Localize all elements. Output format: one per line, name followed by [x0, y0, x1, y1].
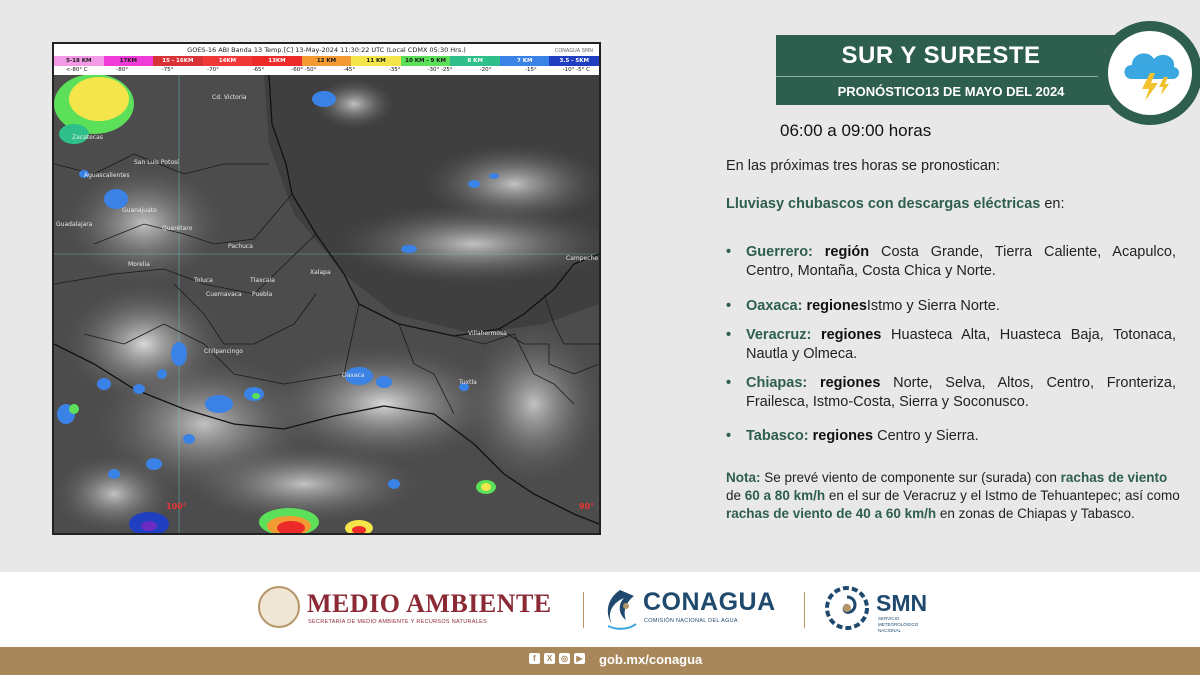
region-label: regiones — [811, 327, 882, 343]
city-label: Chilpancingo — [204, 348, 243, 355]
note-highlight: 60 a 80 km/h — [744, 488, 826, 503]
smn-logo-icon — [824, 585, 870, 631]
temp-label: -80° — [116, 67, 128, 73]
legend-item: 5-18 KM — [54, 56, 104, 66]
satellite-map-graphic — [54, 44, 599, 533]
legend-item: 12 KM — [302, 56, 352, 66]
city-label: Cuernavaca — [206, 291, 242, 298]
longitude-label: 90° — [579, 502, 595, 511]
note-text: de — [726, 488, 745, 503]
note-text: en el sur de Veracruz y el Istmo de Tehuantepec; así como — [825, 488, 1180, 503]
list-item — [726, 326, 1176, 364]
intro-text: En las próximas tres horas se pronostican: — [726, 158, 1001, 174]
city-label: Xalapa — [310, 269, 331, 276]
city-label: Oaxaca — [342, 372, 365, 379]
city-label: Villahermosa — [468, 330, 507, 337]
instagram-icon[interactable]: ◎ — [559, 653, 570, 664]
state-name: Oaxaca: — [746, 298, 803, 314]
lead-rest: en: — [1040, 196, 1065, 212]
bottom-strip — [0, 647, 1200, 675]
city-label: Aguascalientes — [84, 172, 130, 179]
state-name: Chiapas: — [746, 375, 808, 391]
city-label: Tlaxcala — [250, 277, 275, 284]
city-label: Puebla — [252, 291, 273, 298]
city-label: Guanajuato — [122, 207, 157, 214]
city-label: San Luis Potosí — [134, 159, 179, 166]
weather-badge — [1098, 21, 1200, 125]
legend-item: 11 KM — [351, 56, 401, 66]
forecast-list — [726, 243, 1176, 446]
region-details: Norte, Selva, Altos, Centro, Fronteriza, Frailesca, Istmo-Costa, Sierra y Soconusco. — [746, 375, 1176, 410]
state-name: Tabasco: — [746, 428, 809, 444]
wind-note — [726, 469, 1180, 523]
legend-item: 17KM — [104, 56, 154, 66]
region-details: Huasteca Alta, Huasteca Baja, Totonaca, Nautla y Olmeca. — [746, 327, 1177, 362]
x-icon[interactable]: X — [544, 653, 555, 664]
youtube-icon[interactable]: ▶ — [574, 653, 585, 664]
city-label: Morelia — [128, 261, 150, 268]
region-label: regiones — [807, 375, 881, 391]
temp-label: -30° -25° — [427, 67, 453, 73]
region-label: región — [812, 244, 870, 260]
city-label: Querétaro — [162, 225, 193, 232]
satellite-image — [52, 42, 601, 535]
cloud-lightning-icon — [1118, 43, 1182, 103]
temp-label: -20° — [479, 67, 492, 73]
note-text: en zonas de Chiapas y Tabasco. — [936, 506, 1135, 521]
title-banner — [776, 35, 1136, 105]
longitude-label: 100° — [166, 502, 187, 511]
temp-label: -60° -50° — [291, 67, 317, 73]
temp-label: -70° — [207, 67, 219, 73]
city-label: Tuxtla — [459, 379, 477, 386]
note-text: Se prevé viento de componente sur (surada) con — [760, 470, 1061, 485]
map-header-text: GOES-16 ABI Banda 13 Temp.[C] 13-May-2024 11:30:22 UTC (Local CDMX 05:30 Hrs.) — [187, 46, 466, 54]
mexico-emblem-icon — [258, 586, 300, 628]
legend-item: 7 KM — [500, 56, 550, 66]
city-label: Toluca — [194, 277, 213, 284]
state-name: Veracruz: — [746, 327, 812, 343]
legend-item: 3.5 - 5KM — [549, 56, 599, 66]
region-title: SUR Y SURESTE — [841, 42, 1041, 69]
note-highlight: rachas de viento de 40 a 60 km/h — [726, 506, 937, 521]
region-details: Istmo y Sierra Norte. — [866, 298, 1000, 314]
legend-item: 14KM — [203, 56, 253, 66]
facebook-icon[interactable]: f — [529, 653, 540, 664]
city-label: Guadalajara — [56, 221, 93, 228]
list-item — [726, 297, 1176, 316]
region-details: Centro y Sierra. — [873, 428, 979, 444]
city-label: Zacatecas — [72, 134, 103, 141]
temp-label: -15° — [525, 67, 537, 73]
social-links — [529, 653, 585, 664]
temp-label: -10° -5° C — [562, 67, 590, 73]
state-name: Guerrero: — [746, 244, 813, 260]
time-range: 06:00 a 09:00 horas — [780, 121, 932, 140]
note-label: Nota: — [726, 470, 761, 485]
region-label: regiones — [808, 428, 874, 444]
conagua-logo: CONAGUA — [643, 588, 776, 616]
legend-item: 15 - 16KM — [153, 56, 203, 66]
region-details: Costa Grande, Tierra Caliente, Acapulco, Centro, Montaña, Costa Chica y Norte. — [746, 244, 1176, 279]
list-item — [726, 243, 1176, 281]
city-label: Pachuca — [228, 243, 253, 250]
legend-item: 10 KM - 9 KM — [401, 56, 451, 66]
city-label: Campeche — [566, 255, 599, 262]
conagua-logo-icon — [600, 586, 638, 630]
map-header — [54, 44, 599, 56]
footer-divider — [583, 592, 584, 628]
legend-item: 8 KM — [450, 56, 500, 66]
forecast-date: PRONÓSTICO13 DE MAYO DEL 2024 — [837, 84, 1065, 99]
conagua-subtitle: COMISIÓN NACIONAL DEL AGUA — [644, 618, 738, 624]
temp-label: -75° — [161, 67, 174, 73]
banner-divider — [776, 76, 1106, 77]
legend-item: 13KM — [252, 56, 302, 66]
smn-logo: SMN — [876, 590, 928, 616]
map-logo: CONAGUA SMN — [554, 48, 593, 54]
note-highlight: rachas de viento — [1060, 470, 1168, 485]
temp-label: -65° — [252, 67, 265, 73]
list-item — [726, 427, 1176, 446]
lead-bold: Lluviasy chubascos con descargas eléctricas — [726, 196, 1041, 212]
medio-ambiente-logo: MEDIO AMBIENTE — [307, 589, 552, 618]
lead-text — [726, 196, 1065, 212]
temperature-scale — [54, 66, 599, 75]
region-label: regiones — [802, 298, 867, 314]
city-label: Cd. Victoria — [212, 94, 247, 101]
smn-subtitle: SERVICIO METEOROLÓGICO NACIONAL — [878, 616, 919, 633]
list-item — [726, 374, 1176, 412]
medio-ambiente-subtitle: SECRETARÍA DE MEDIO AMBIENTE Y RECURSOS NATURALES — [308, 619, 488, 625]
height-legend — [54, 56, 599, 66]
temp-label: -35° — [388, 67, 401, 73]
temp-label: <-80° C — [65, 67, 88, 73]
temp-label: -45° — [343, 67, 356, 73]
website-link[interactable]: gob.mx/conagua — [599, 652, 703, 667]
footer-divider — [804, 592, 805, 628]
footer — [0, 572, 1200, 647]
